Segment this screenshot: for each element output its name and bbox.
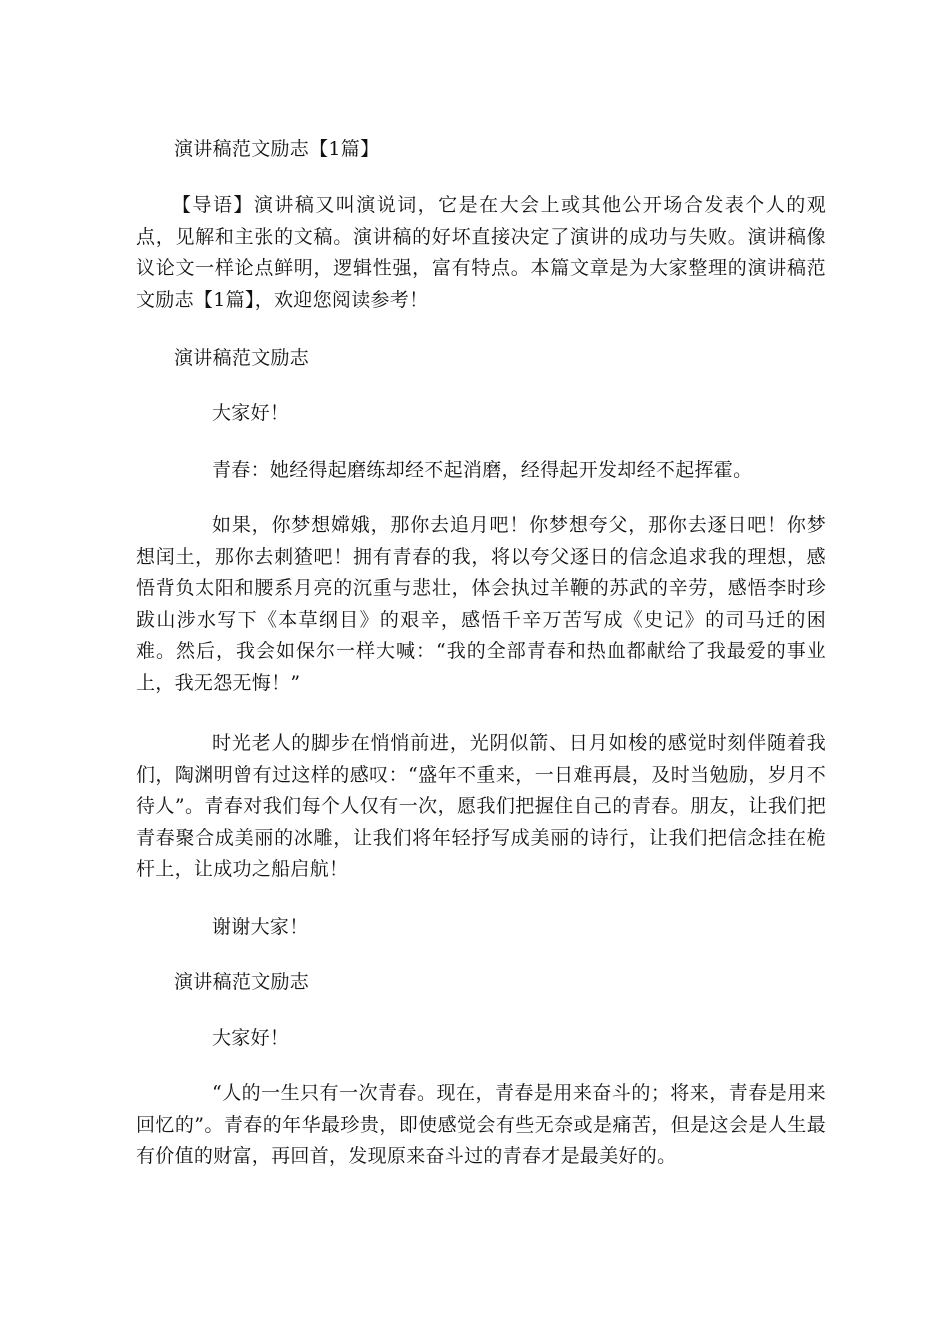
intro-paragraph: 【导语】演讲稿又叫演说词，它是在大会上或其他公开场合发表个人的观点，见解和主张的文稿。演讲稿的好坏直接决定了演讲的成功与失败。演讲稿像议论文一样论点鲜明，逻辑性强，富有特点。本篇文章是为大家整理的演讲稿范文励志【1篇】，欢迎您阅读参考！	[136, 194, 826, 311]
section-2-paragraph-1: “人的一生只有一次青春。现在，青春是用来奋斗的；将来，青春是用来回忆的”。青春的年华最珍贵，即使感觉会有些无奈或是痛苦，但是这会是人生最有价值的财富，再回首，发现原来奋斗过的青春才是最美好的。	[136, 1082, 826, 1167]
section-1-paragraph-1: 青春：她经得起磨练却经不起消磨，经得起开发却经不起挥霍。	[212, 459, 753, 481]
section-1-heading: 演讲稿范文励志	[174, 347, 310, 369]
document-title: 演讲稿范文励志【1篇】	[174, 138, 380, 160]
section-2-greeting: 大家好！	[212, 1027, 290, 1049]
section-2-heading: 演讲稿范文励志	[174, 971, 310, 993]
section-1-closing: 谢谢大家！	[212, 916, 309, 938]
section-1-paragraph-2: 如果，你梦想嫦娥，那你去追月吧！你梦想夸父，那你去逐日吧！你梦想闰土，那你去刺猹吧！拥有青春的我，将以夸父逐日的信念追求我的理想，感悟背负太阳和腰系月亮的沉重与悲壮，体会执过羊鞭的苏武的辛劳，感悟李时珍跋山涉水写下《本草纲目》的艰辛，感悟千辛万苦写成《史记》的司马迁的困难。然后，我会如保尔一样大喊：“我的全部青春和热血都献给了我最爱的事业上，我无怨无悔！”	[136, 514, 826, 694]
section-1-greeting: 大家好！	[212, 402, 290, 424]
section-1-paragraph-3: 时光老人的脚步在悄悄前进，光阴似箭、日月如梭的感觉时刻伴随着我们，陶渊明曾有过这样的感叹：“盛年不重来，一日难再晨，及时当勉励，岁月不待人”。青春对我们每个人仅有一次，愿我们把握住自己的青春。朋友，让我们把青春聚合成美丽的冰雕，让我们将年轻抒写成美丽的诗行，让我们把信念挂在桅杆上，让成功之船启航！	[136, 732, 826, 880]
